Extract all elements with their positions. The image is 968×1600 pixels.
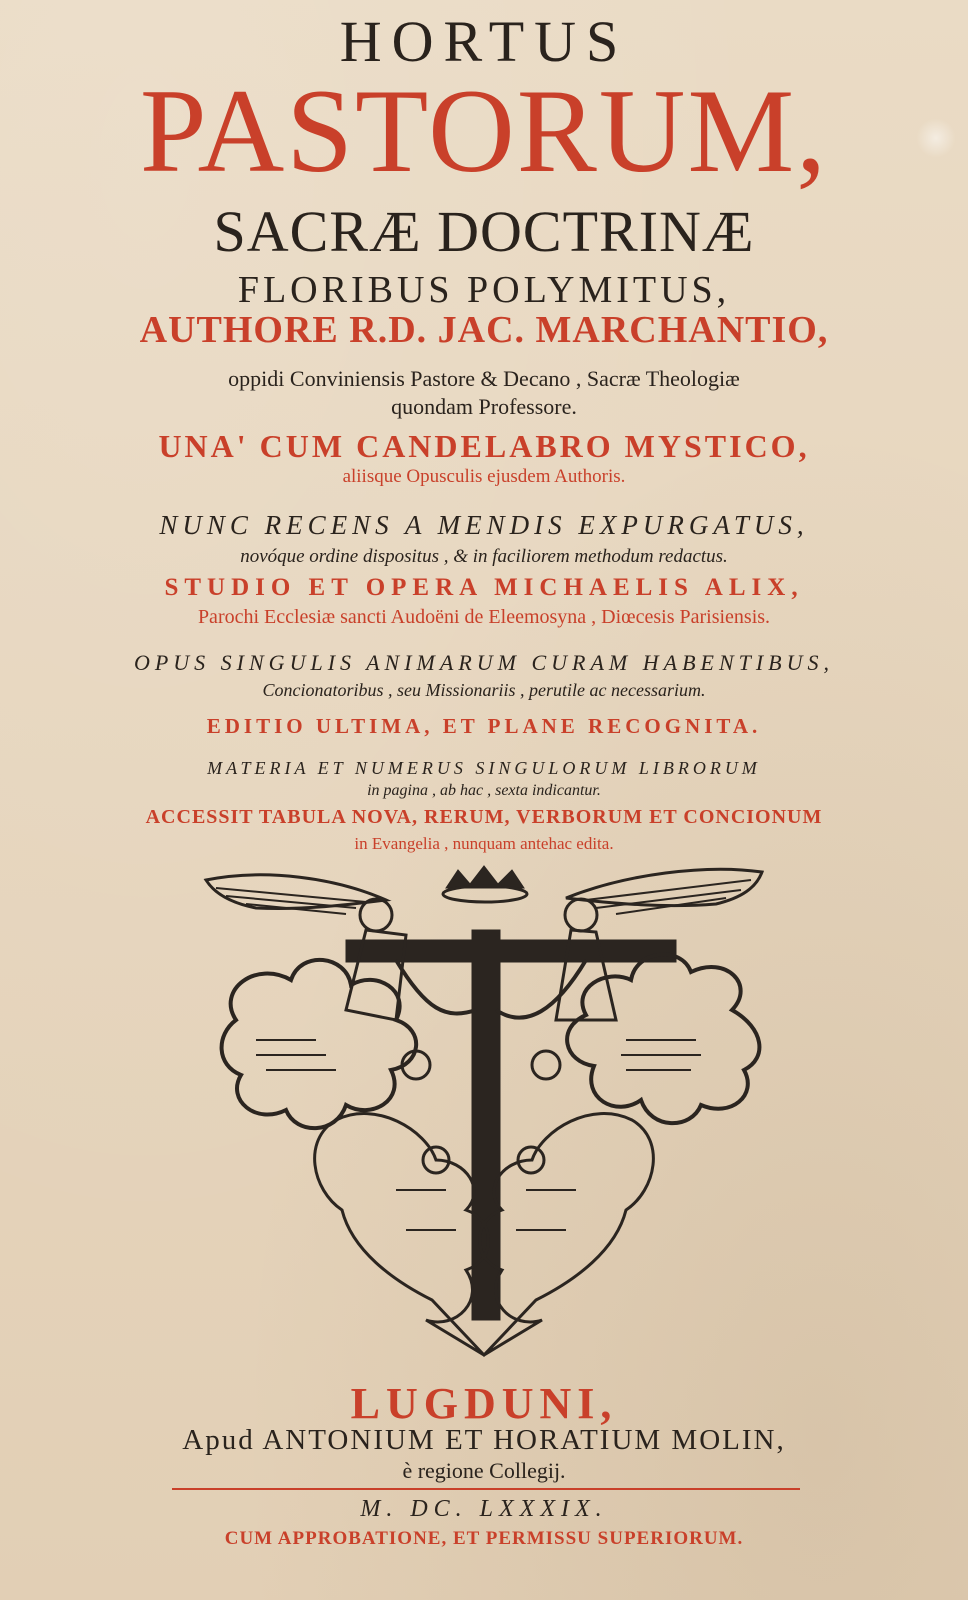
title-line-floribus: FLORIBUS POLYMITUS, bbox=[237, 269, 731, 311]
imprint-printers: Apud ANTONIUM ET HORATIUM MOLIN, bbox=[182, 1424, 786, 1456]
approbation-line: CUM APPROBATIONE, ET PERMISSU SUPERIORUM. bbox=[224, 1528, 744, 1549]
editio-line: EDITIO ULTIMA, ET PLANE RECOGNITA. bbox=[206, 714, 762, 738]
crucifix-angels-crown-woodcut-icon bbox=[196, 860, 772, 1360]
imprint-city: LUGDUNI, bbox=[350, 1379, 618, 1428]
imprint-rule bbox=[172, 1488, 800, 1490]
title-line-hortus: HORTUS bbox=[339, 9, 629, 74]
in-pagina-line: in pagina , ab hac , sexta indicantur. bbox=[367, 782, 601, 799]
novoque-line: novóque ordine dispositus , & in faciliorem methodum redactus. bbox=[240, 546, 728, 567]
author-line: AUTHORE R.D. JAC. MARCHANTIO, bbox=[139, 309, 829, 351]
opus-line: OPUS SINGULIS ANIMARUM CURAM HABENTIBUS, bbox=[133, 650, 835, 675]
imprint-year: M. DC. LXXXIX. bbox=[360, 1496, 608, 1522]
editor-line: STUDIO ET OPERA MICHAELIS ALIX, bbox=[164, 574, 804, 601]
opusculis-line: aliisque Opusculis ejusdem Authoris. bbox=[342, 466, 626, 487]
title-line-pastorum: PASTORUM, bbox=[139, 64, 829, 197]
concionatoribus-line: Concionatoribus , seu Missionariis , perutile ac necessarium. bbox=[262, 680, 706, 700]
parochi-line: Parochi Ecclesiæ sancti Audoëni de Eleemosyna , Diœcesis Parisiensis. bbox=[197, 606, 771, 628]
title-line-sacrae-doctrinae: SACRÆ DOCTRINÆ bbox=[213, 199, 755, 264]
candelabro-line: UNA' CUM CANDELABRO MYSTICO, bbox=[158, 428, 810, 464]
in-evangelia-line: in Evangelia , nunquam antehac edita. bbox=[354, 834, 614, 853]
materia-line: MATERIA ET NUMERUS SINGULORUM LIBRORUM bbox=[207, 758, 761, 778]
author-description-line1: oppidi Conviniensis Pastore & Decano , Sacræ Theologiæ bbox=[228, 366, 740, 391]
accessit-line: ACCESSIT TABULA NOVA, RERUM, VERBORUM ET CONCIONUM bbox=[145, 806, 823, 828]
imprint-address: è regione Collegij. bbox=[402, 1458, 566, 1483]
nunc-recens-line: NUNC RECENS A MENDIS EXPURGATUS, bbox=[159, 510, 809, 540]
author-description-line2: quondam Professore. bbox=[391, 394, 577, 419]
